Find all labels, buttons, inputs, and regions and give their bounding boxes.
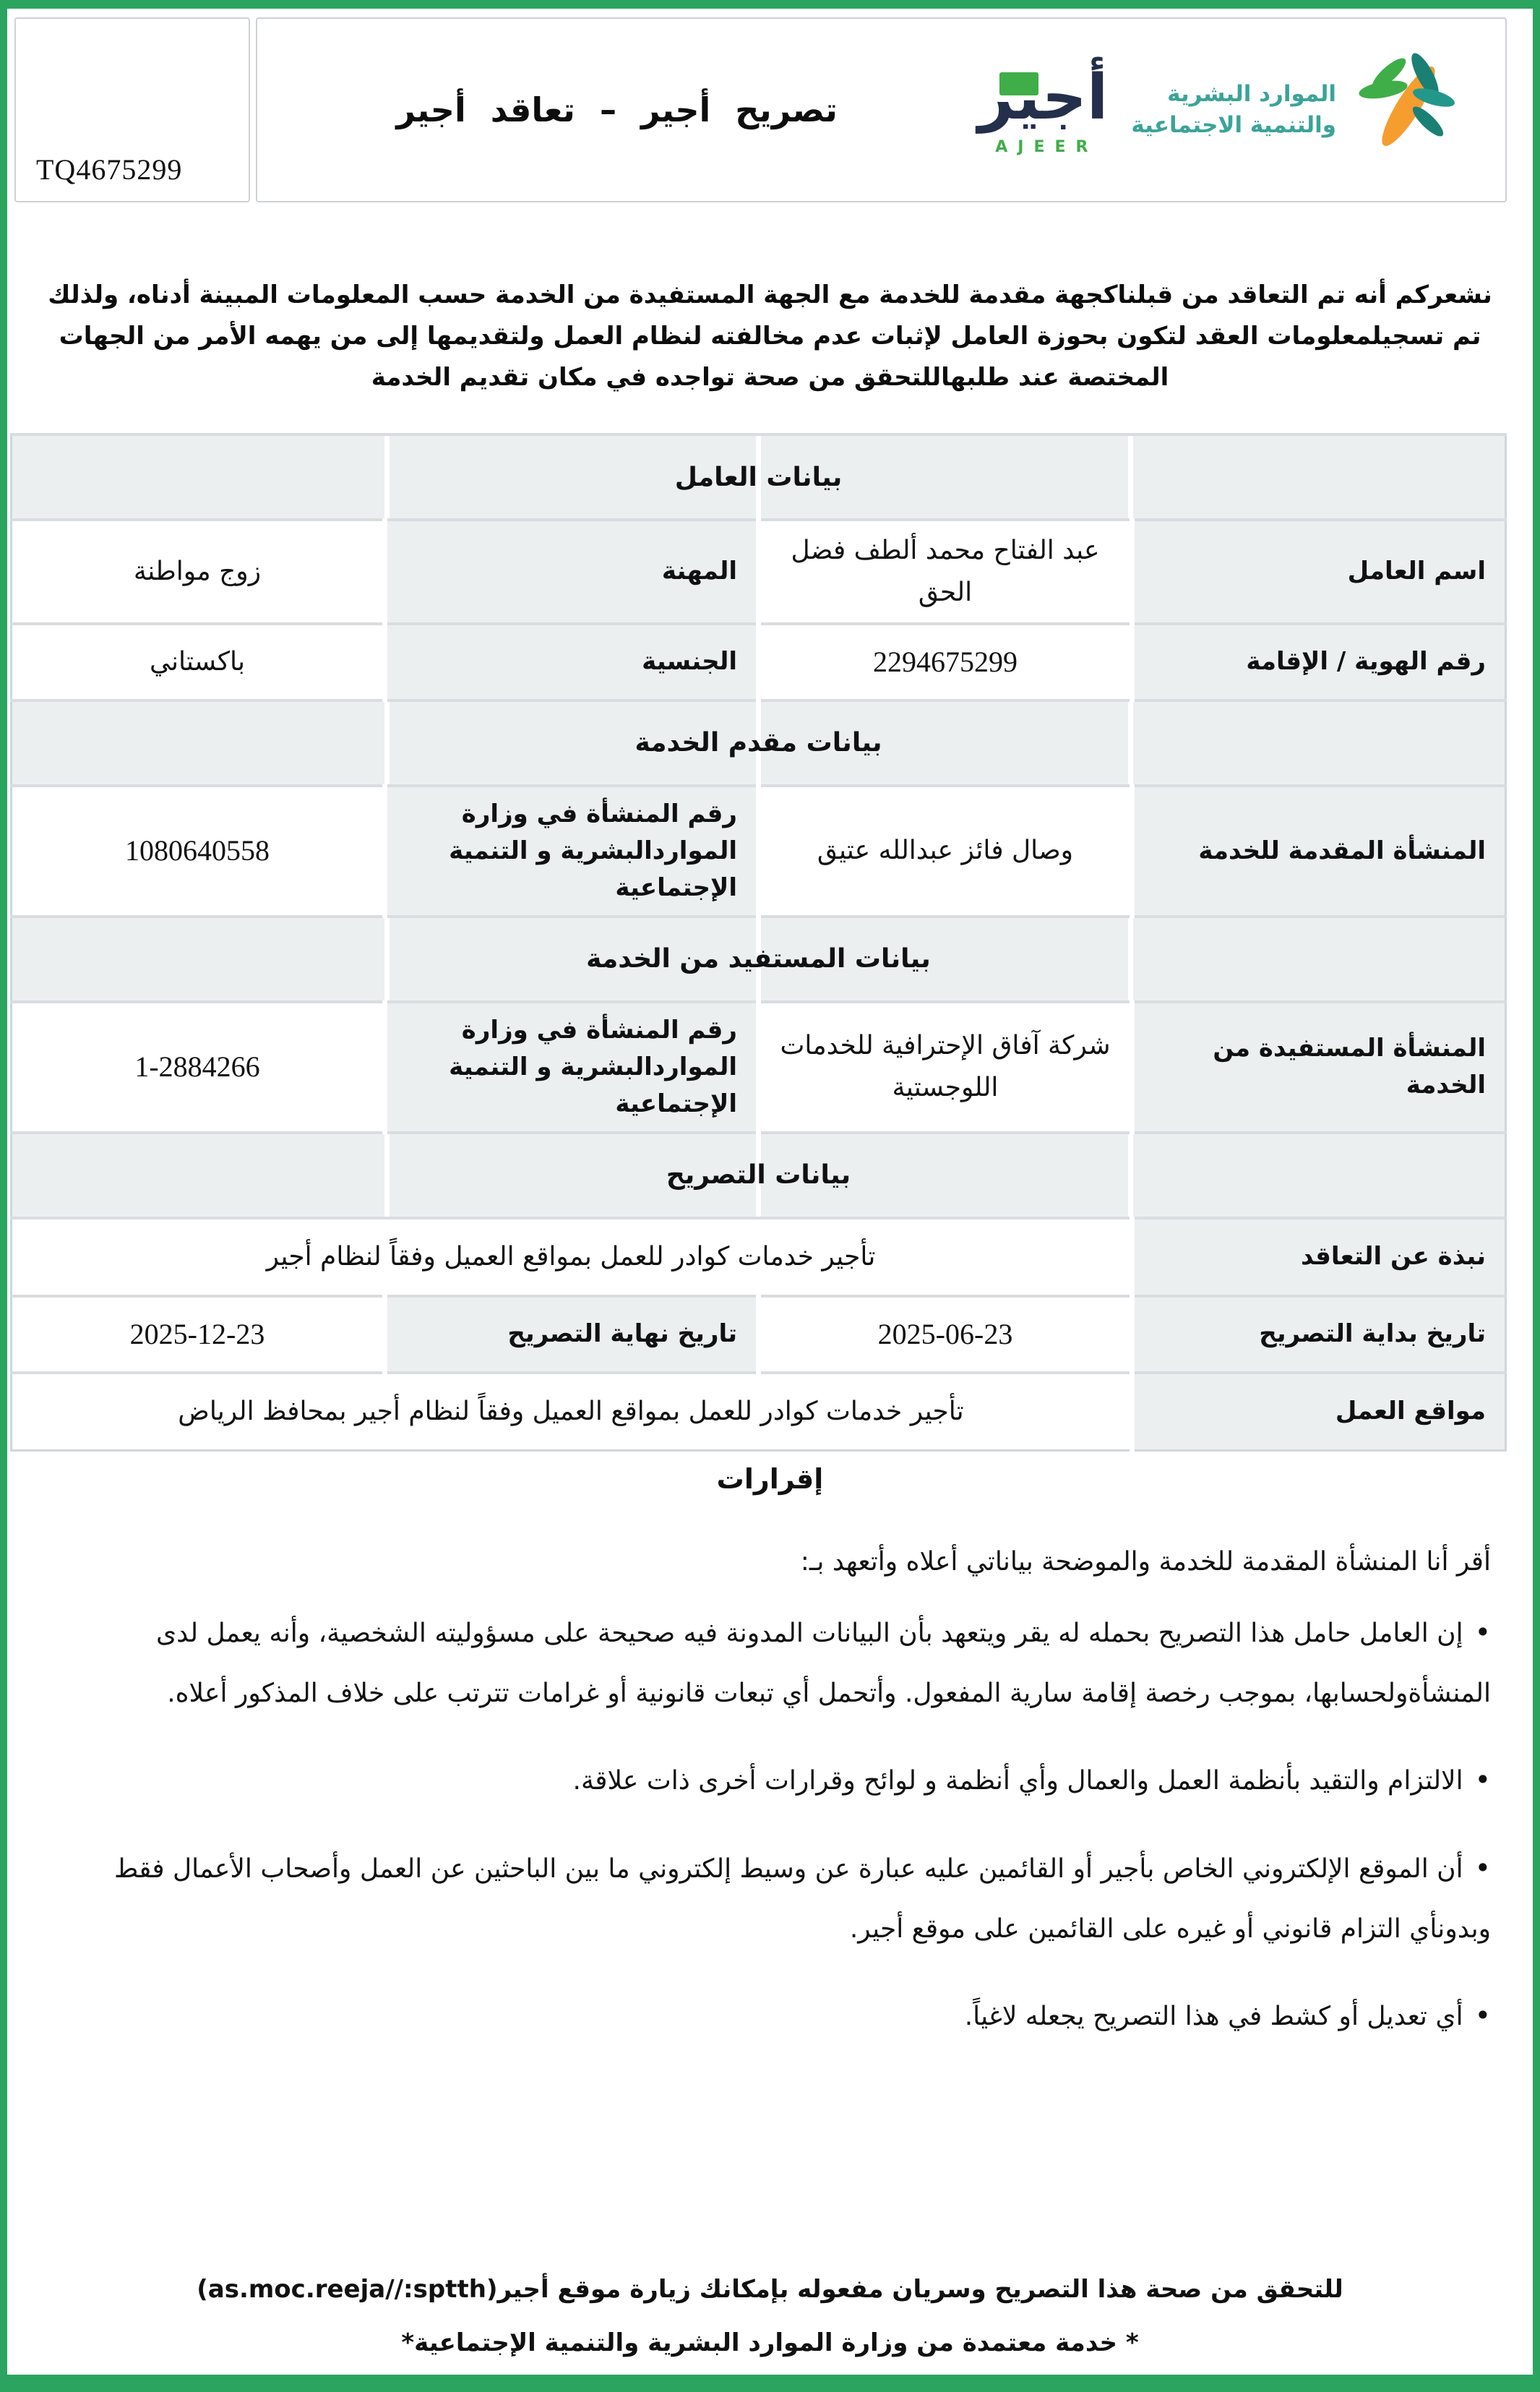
- work-locations-value: تأجير خدمات كوادر للعمل بمواقع العميل وفقاً لنظام أجير بمحافظ الرياض: [12, 1373, 1132, 1451]
- section-header-worker-title: بيانات العامل: [12, 434, 1506, 520]
- contract-summary-value: تأجير خدمات كوادر للعمل بمواقع العميل وفقاً لنظام أجير: [12, 1218, 1132, 1296]
- ajeer-logo-latin: AJEER: [995, 137, 1098, 156]
- start-date-value: 2025-06-23: [759, 1296, 1132, 1373]
- section-header-worker: [12, 434, 1506, 520]
- profession-label: المهنة: [385, 520, 759, 623]
- id-number-label: رقم الهوية / الإقامة: [1132, 624, 1506, 700]
- footer-approval-line: * خدمة معتمدة من وزارة الموارد البشرية والتنمية الإجتماعية*: [401, 2328, 1139, 2357]
- ajeer-logo-arabic: [978, 61, 1109, 134]
- work-locations-label: مواقع العمل: [1132, 1373, 1506, 1451]
- header-title-box: [256, 17, 1507, 202]
- table-row: [12, 520, 1506, 623]
- section-header-provider: [12, 700, 1506, 786]
- beneficiary-number-value: 1-2884266: [12, 1002, 385, 1133]
- ajeer-logo: [971, 61, 1115, 156]
- ministry-logo-line1: الموارد البشرية: [1167, 80, 1336, 107]
- declaration-item: • إن العامل حامل هذا التصريح بحمله له يقر ويتعهد بأن البيانات المدونة فيه صحيحة على مسؤوليته الشخصية، وأنه يعمل لدى المنشأةولحسابها، بموجب رخصة إقامة سارية المفعول. وأتحمل أي تبعات قانونية أو غرامات تترتب على خلاف المذكور أعلاه.: [39, 1601, 1491, 1724]
- table-row: [12, 786, 1506, 917]
- table-row: [12, 1218, 1506, 1296]
- provider-number-value: 1080640558: [12, 786, 385, 917]
- declarations-intro: أقر أنا المنشأة المقدمة للخدمة والموضحة بياناتي أعلاه وأتعهد بـ:: [800, 1547, 1491, 1577]
- section-header-provider-title: بيانات مقدم الخدمة: [12, 700, 1506, 786]
- footer: [7, 2275, 1533, 2357]
- table-row: [12, 1296, 1506, 1373]
- intro-paragraph: نشعركم أنه تم التعاقد من قبلناكجهة مقدمة للخدمة مع الجهة المستفيدة من الخدمة حسب المعلومات المبينة أدناه، ولذلك تم تسجيلمعلومات العقد لتكون بحوزة العامل لإثبات عدم مخالفته لنظام العمل ولتقديمها إلى من يهمه الأمر من الجهات المختصة عند طلبهاللتحقق من صحة تواجده في مكان تقديم الخدمة: [48, 280, 1492, 393]
- profession-value: زوج مواطنة: [12, 520, 385, 623]
- end-date-value: 2025-12-23: [12, 1296, 385, 1373]
- declarations-heading: إقرارات: [716, 1463, 824, 1496]
- permit-table: [10, 433, 1507, 1452]
- doc-number: TQ4675299: [36, 153, 183, 186]
- section-header-beneficiary-title: بيانات المستفيد من الخدمة: [12, 917, 1506, 1002]
- worker-name-label: اسم العامل: [1132, 520, 1506, 623]
- provider-establishment-value: وصال فائز عبدالله عتيق: [759, 786, 1132, 917]
- worker-name-value: عبد الفتاح محمد ألطف فضل الحق: [759, 520, 1132, 623]
- declarations-block: [7, 1547, 1533, 2047]
- ministry-logo: [1131, 38, 1471, 182]
- section-header-permit: [12, 1133, 1506, 1218]
- beneficiary-number-label: رقم المنشأة في وزارة المواردالبشرية و التنمية الإجتماعية: [385, 1002, 759, 1133]
- header: [14, 17, 1507, 202]
- nationality-value: باكستاني: [12, 624, 385, 700]
- section-header-beneficiary: [12, 917, 1506, 1002]
- table-row: [12, 624, 1506, 700]
- declaration-item: • الالتزام والتقيد بأنظمة العمل والعمال وأي أنظمة و لوائح وقرارات أخرى ذات علاقة.: [39, 1749, 1491, 1812]
- ajeer-logo-arabic-text: أجير: [978, 61, 1109, 134]
- ministry-star-icon: [1346, 38, 1471, 182]
- contract-summary-label: نبذة عن التعاقد: [1132, 1218, 1506, 1296]
- table-row: [12, 1002, 1506, 1133]
- ministry-logo-text: [1131, 79, 1336, 142]
- provider-number-label: رقم المنشأة في وزارة المواردالبشرية و التنمية الإجتماعية: [385, 786, 759, 917]
- doc-number-box: [14, 17, 250, 202]
- page-title: تصريح أجير – تعاقد أجير: [396, 90, 838, 129]
- ministry-logo-line2: والتنمية الاجتماعية: [1131, 112, 1336, 138]
- nationality-label: الجنسية: [385, 624, 759, 700]
- beneficiary-establishment-label: المنشأة المستفيدة من الخدمة: [1132, 1002, 1506, 1133]
- declaration-item: • أي تعديل أو كشط في هذا التصريح يجعله لاغياً.: [39, 1984, 1491, 2047]
- beneficiary-establishment-value: شركة آفاق الإحترافية للخدمات اللوجستية: [759, 1002, 1132, 1133]
- declaration-item: • أن الموقع الإلكتروني الخاص بأجير أو القائمين عليه عبارة عن وسيط إلكتروني ما بين الباحثين عن العمل وأصحاب الأعمال فقط وبدونأي التزام قانوني أو غيره على القائمين على موقع أجير.: [39, 1837, 1491, 1960]
- start-date-label: تاريخ بداية التصريح: [1132, 1296, 1506, 1373]
- end-date-label: تاريخ نهاية التصريح: [385, 1296, 759, 1373]
- title-area: [275, 90, 959, 129]
- table-row: [12, 1373, 1506, 1451]
- provider-establishment-label: المنشأة المقدمة للخدمة: [1132, 786, 1506, 917]
- section-header-permit-title: بيانات التصريح: [12, 1133, 1506, 1218]
- footer-verification-line: للتحقق من صحة هذا التصريح وسريان مفعوله بإمكانك زيارة موقع أجير(as.moc.reeja//:sptth): [197, 2275, 1343, 2304]
- id-number-value: 2294675299: [759, 624, 1132, 700]
